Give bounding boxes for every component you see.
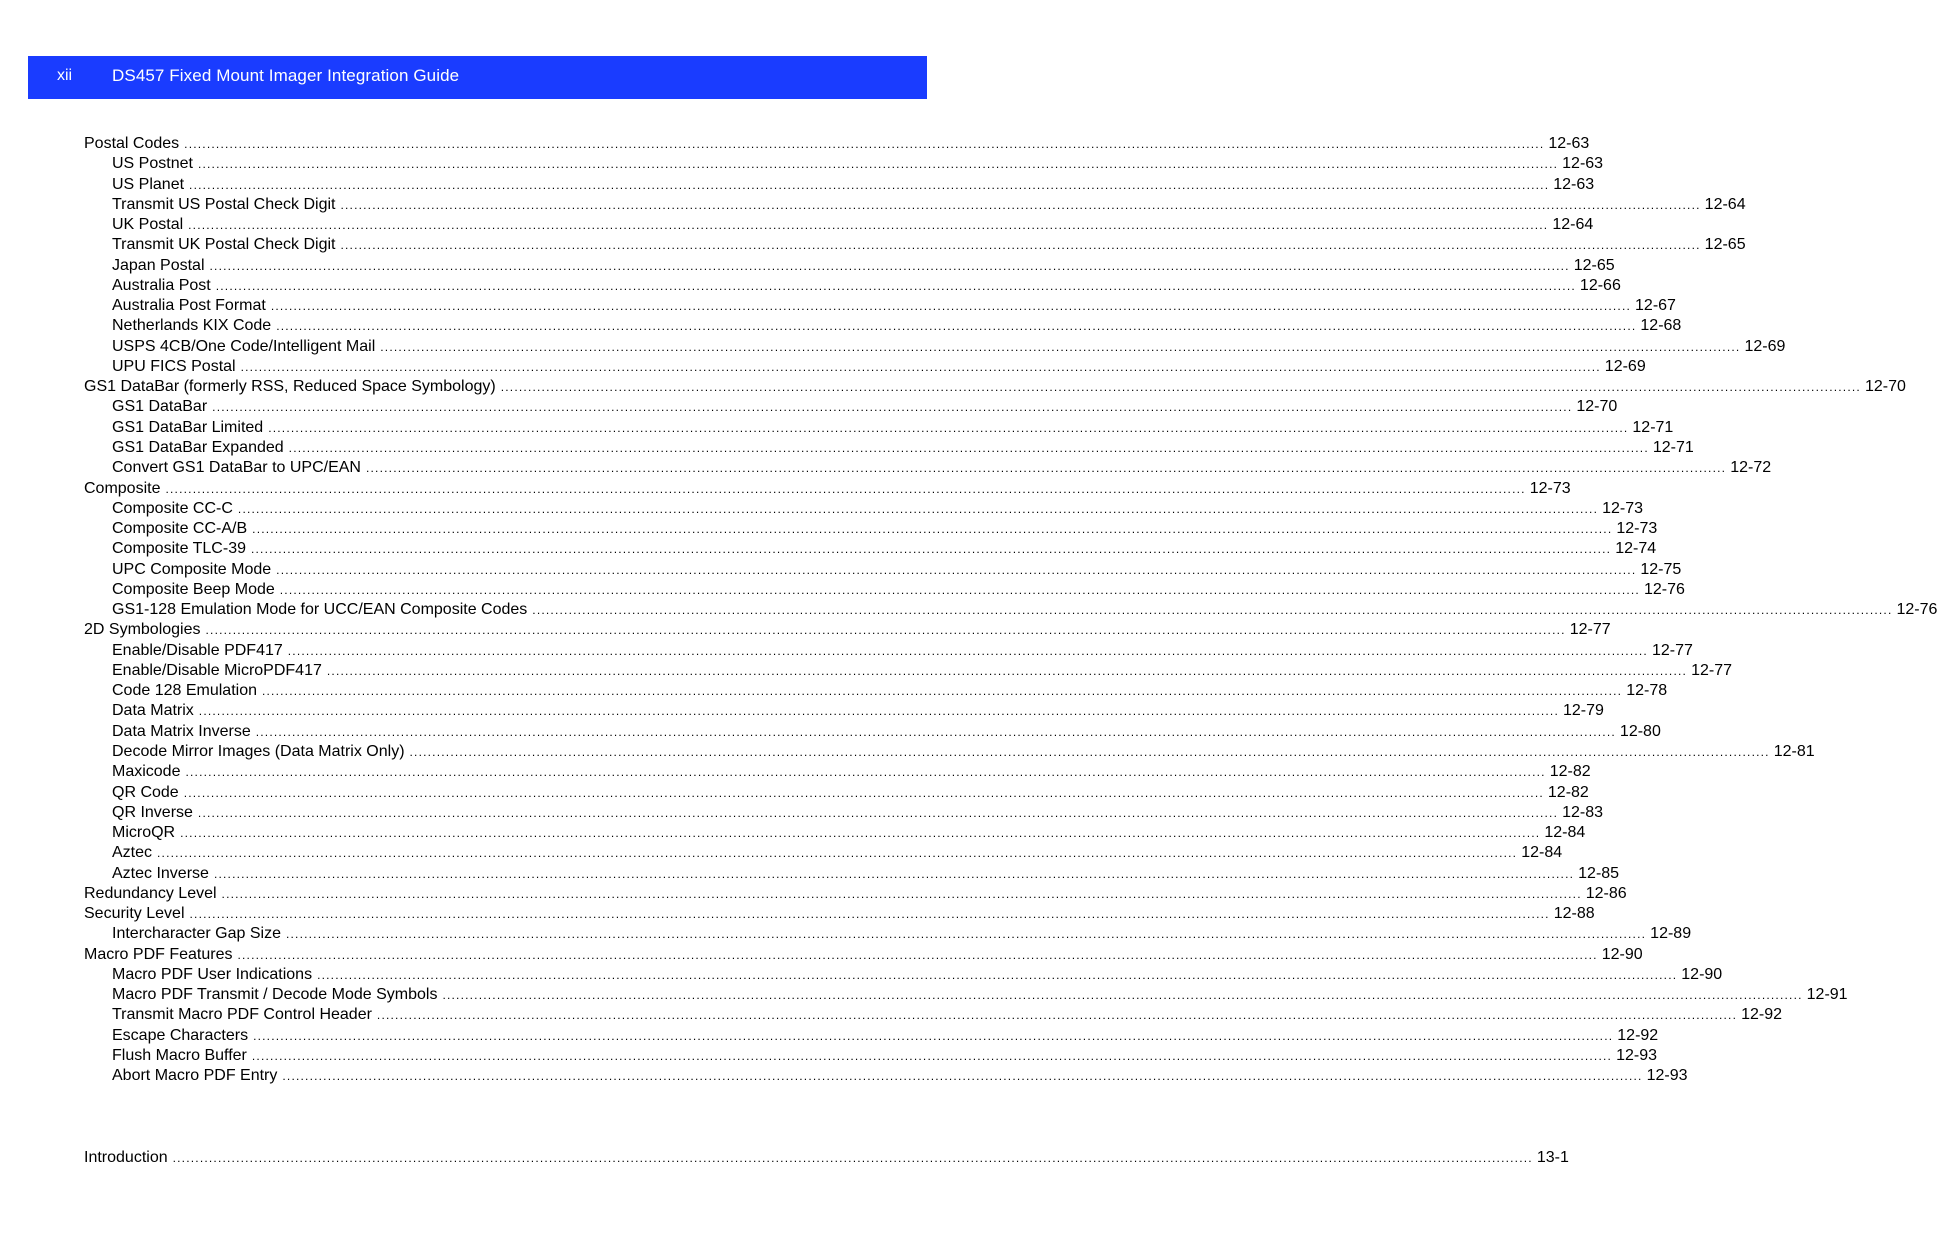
toc-entry-page: 12-88 — [1553, 905, 1595, 923]
toc-entry-title: Composite Beep Mode — [112, 580, 275, 598]
toc-entry-title: Maxicode — [112, 763, 181, 781]
toc-entry[interactable] — [84, 762, 1591, 782]
dot-leader: ............................................................................................................................................................................................................................................................................................................ — [255, 724, 1616, 739]
toc-entry-page: 12-82 — [1547, 783, 1589, 801]
toc-entry-title: Enable/Disable PDF417 — [112, 641, 283, 659]
dot-leader: ............................................................................................................................................................................................................................................................................................................ — [172, 1151, 1533, 1165]
toc-entry-title: Australia Post Format — [112, 297, 266, 315]
toc-entry-page: 12-64 — [1704, 195, 1746, 213]
toc-entry-page: 12-71 — [1652, 438, 1694, 456]
dot-leader: ............................................................................................................................................................................................................................................................................................................ — [340, 197, 1701, 212]
toc-entry-page: 12-77 — [1651, 641, 1693, 659]
toc-entry-title: Composite — [84, 479, 161, 497]
dot-leader: ............................................................................................................................................................................................................................................................................................................ — [317, 967, 1678, 982]
toc-entry-page: 12-93 — [1616, 1046, 1657, 1064]
dot-leader: ............................................................................................................................................................................................................................................................................................................ — [380, 339, 1741, 354]
dot-leader: ............................................................................................................................................................................................................................................................................................................ — [288, 440, 1649, 455]
toc-entry-page: 12-69 — [1604, 357, 1646, 375]
dot-leader: ............................................................................................................................................................................................................................................................................................................ — [326, 663, 1688, 678]
toc-entry-page: 12-67 — [1635, 297, 1676, 315]
toc-entry-page: 12-63 — [1548, 135, 1590, 152]
page-number: xii — [57, 67, 73, 84]
toc-entry-title: Composite TLC-39 — [112, 540, 246, 558]
dot-leader: ............................................................................................................................................................................................................................................................................................................ — [157, 846, 1518, 861]
toc-entry-page: 12-90 — [1601, 945, 1643, 963]
toc-entry[interactable] — [84, 256, 1615, 276]
dot-leader: ............................................................................................................................................................................................................................................................................................................ — [165, 481, 1526, 496]
dot-leader: ............................................................................................................................................................................................................................................................................................................ — [340, 238, 1701, 253]
toc-entry-title: Enable/Disable MicroPDF417 — [112, 661, 322, 679]
dot-leader: ............................................................................................................................................................................................................................................................................................................ — [276, 319, 1637, 334]
toc-entry-title: Composite CC-C — [112, 499, 233, 517]
toc-entry[interactable] — [84, 235, 1746, 255]
toc-entry-page: 13-1 — [1536, 1149, 1569, 1166]
dot-leader: ............................................................................................................................................................................................................................................................................................................ — [261, 684, 1623, 699]
dot-leader: ............................................................................................................................................................................................................................................................................................................ — [276, 562, 1637, 577]
toc-entry[interactable] — [84, 620, 1611, 640]
toc-entry[interactable] — [84, 641, 1693, 661]
toc-entry[interactable] — [84, 215, 1594, 235]
toc-entry-title: Transmit Macro PDF Control Header — [112, 1006, 372, 1024]
dot-leader: ............................................................................................................................................................................................................................................................................................................ — [376, 1008, 1738, 1023]
toc-entry[interactable] — [84, 661, 1732, 681]
toc-entry[interactable] — [84, 1066, 1688, 1086]
toc-entry-page: 12-73 — [1602, 499, 1644, 517]
toc-entry-page: 12-76 — [1896, 601, 1938, 619]
toc-entry-title: Japan Postal — [112, 256, 205, 274]
toc-entry-page: 12-65 — [1704, 236, 1746, 254]
toc-entry-page: 12-71 — [1632, 418, 1674, 436]
toc-entry[interactable] — [84, 681, 1668, 701]
toc-entry-title: GS1-128 Emulation Mode for UCC/EAN Composite Codes — [112, 601, 528, 619]
dot-leader: ............................................................................................................................................................................................................................................................................................................ — [237, 947, 1598, 962]
toc-entry-page: 12-68 — [1640, 317, 1682, 335]
toc-entry-page: 12-63 — [1562, 155, 1604, 173]
dot-leader: ............................................................................................................................................................................................................................................................................................................ — [198, 704, 1559, 719]
toc-entry[interactable] — [84, 1046, 1657, 1066]
toc-entry[interactable] — [84, 884, 1627, 904]
toc-entry-page: 12-74 — [1615, 540, 1657, 558]
toc-entry-page: 12-91 — [1806, 986, 1848, 1004]
toc-entry-page: 12-83 — [1562, 803, 1604, 821]
toc-entry-title: UPC Composite Mode — [112, 560, 272, 578]
dot-leader: ............................................................................................................................................................................................................................................................................................................ — [197, 805, 1559, 820]
toc-entry-title: Transmit US Postal Check Digit — [112, 195, 336, 213]
toc-entry-title: USPS 4CB/One Code/Intelligent Mail — [112, 337, 376, 355]
toc-entry[interactable] — [84, 580, 1685, 600]
toc-entry-title: Macro PDF Transmit / Decode Mode Symbols — [112, 986, 438, 1004]
toc-entry-title: Aztec — [112, 844, 153, 862]
toc-entry[interactable] — [84, 337, 1786, 357]
toc-entry-page: 12-78 — [1626, 682, 1668, 700]
dot-leader: ............................................................................................................................................................................................................................................................................................................ — [365, 461, 1727, 476]
toc-entry-page: 12-63 — [1553, 175, 1595, 193]
toc-entry-title: Composite CC-A/B — [112, 520, 248, 538]
toc-entry[interactable] — [84, 316, 1682, 336]
toc-entry[interactable] — [84, 418, 1674, 438]
toc-entry-page: 12-73 — [1616, 520, 1658, 538]
toc-entry-page: 12-81 — [1773, 742, 1815, 760]
toc-entry-page: 12-77 — [1569, 621, 1611, 639]
dot-leader: ............................................................................................................................................................................................................................................................................................................ — [409, 744, 1770, 759]
toc-entry[interactable] — [84, 175, 1595, 195]
toc-entry-title: QR Inverse — [112, 803, 193, 821]
toc-entry-title: Security Level — [84, 905, 185, 923]
toc-entry-title: GS1 DataBar Limited — [112, 418, 264, 436]
toc-entry[interactable] — [84, 742, 1815, 762]
toc-entry-page: 12-92 — [1617, 1026, 1659, 1044]
toc-entry-page: 12-66 — [1579, 276, 1621, 294]
toc-entry[interactable] — [84, 864, 1620, 884]
toc-entry-page: 12-85 — [1578, 864, 1620, 882]
toc-entry[interactable] — [84, 803, 1604, 823]
toc-entry[interactable] — [84, 458, 1772, 478]
toc-entry-page: 12-72 — [1730, 459, 1772, 477]
dot-leader: ............................................................................................................................................................................................................................................................................................................ — [237, 501, 1599, 516]
toc-entry-page: 12-77 — [1691, 661, 1732, 679]
toc-entry-title: Aztec Inverse — [112, 864, 209, 882]
toc-entry-page: 12-65 — [1573, 256, 1615, 274]
dot-leader: ............................................................................................................................................................................................................................................................................................................ — [180, 826, 1541, 841]
toc-entry-page: 12-82 — [1549, 763, 1591, 781]
dot-leader: ............................................................................................................................................................................................................................................................................................................ — [189, 177, 1550, 192]
dot-leader: ............................................................................................................................................................................................................................................................................................................ — [500, 380, 1861, 395]
dot-leader: ............................................................................................................................................................................................................................................................................................................ — [240, 359, 1601, 374]
toc-entry[interactable] — [84, 783, 1589, 803]
toc-entry-page: 12-79 — [1563, 702, 1604, 720]
toc-entry-title: Intercharacter Gap Size — [112, 925, 281, 943]
page-header — [28, 56, 927, 99]
toc-entry-page: 12-64 — [1552, 216, 1594, 234]
toc-entry-title: 2D Symbologies — [84, 621, 201, 639]
dot-leader: ............................................................................................................................................................................................................................................................................................................ — [209, 258, 1570, 273]
toc-entry-title: Code 128 Emulation — [112, 682, 257, 700]
toc-entry-page: 12-80 — [1619, 722, 1661, 740]
toc-entry[interactable] — [84, 154, 1604, 174]
toc-entry[interactable] — [84, 945, 1643, 965]
toc-entry[interactable] — [84, 965, 1723, 985]
toc-entry-page: 12-93 — [1646, 1067, 1688, 1085]
toc-entry-title: Australia Post — [112, 276, 211, 294]
toc-entry-title: Abort Macro PDF Entry — [112, 1067, 278, 1085]
dot-leader: ............................................................................................................................................................................................................................................................................................................ — [215, 278, 1576, 293]
toc-entry-title: Escape Characters — [112, 1026, 249, 1044]
toc-entry-title: Macro PDF User Indications — [112, 965, 313, 983]
dot-leader: ............................................................................................................................................................................................................................................................................................................ — [189, 907, 1550, 922]
dot-leader: ............................................................................................................................................................................................................................................................................................................ — [250, 542, 1612, 557]
toc-entry-page: 12-70 — [1864, 378, 1906, 396]
dot-leader: ............................................................................................................................................................................................................................................................................................................ — [442, 988, 1803, 1003]
toc-entry[interactable] — [84, 296, 1676, 316]
table-of-contents — [84, 134, 1938, 1086]
dot-leader: ............................................................................................................................................................................................................................................................................................................ — [213, 866, 1575, 881]
toc-entry-title: US Planet — [112, 175, 185, 193]
dot-leader: ............................................................................................................................................................................................................................................................................................................ — [205, 623, 1566, 638]
toc-entry[interactable] — [84, 985, 1848, 1005]
toc-entry[interactable] — [84, 357, 1646, 377]
dot-leader: ............................................................................................................................................................................................................................................................................................................ — [251, 1048, 1613, 1063]
toc-entry-page: 12-90 — [1681, 965, 1723, 983]
toc-entry-title: Macro PDF Features — [84, 945, 233, 963]
toc-entry-page: 12-73 — [1529, 479, 1571, 497]
guide-title: DS457 Fixed Mount Imager Integration Guide — [112, 66, 460, 85]
toc-entry[interactable] — [84, 843, 1563, 863]
toc-entry-title: Redundancy Level — [84, 884, 217, 902]
toc-entry[interactable] — [84, 722, 1661, 742]
toc-entry[interactable] — [84, 1026, 1659, 1046]
toc-entry[interactable] — [84, 134, 1590, 154]
dot-leader: ............................................................................................................................................................................................................................................................................................................ — [252, 522, 1613, 537]
toc-entry-page: 12-69 — [1744, 337, 1786, 355]
toc-entry-title: Flush Macro Buffer — [112, 1046, 247, 1064]
toc-entry-title: Introduction — [84, 1149, 168, 1166]
toc-entry-page: 12-84 — [1544, 824, 1586, 842]
toc-entry-page: 12-92 — [1741, 1006, 1783, 1024]
toc-entry-page: 12-76 — [1643, 580, 1685, 598]
dot-leader: ............................................................................................................................................................................................................................................................................................................ — [221, 886, 1582, 901]
toc-entry[interactable] — [84, 519, 1658, 539]
table-of-contents-next-chapter — [84, 1148, 1569, 1168]
toc-entry[interactable] — [84, 1148, 1569, 1168]
dot-leader: ............................................................................................................................................................................................................................................................................................................ — [532, 603, 1893, 618]
dot-leader: ............................................................................................................................................................................................................................................................................................................ — [268, 420, 1629, 435]
toc-entry[interactable] — [84, 600, 1938, 620]
toc-entry[interactable] — [84, 397, 1618, 417]
toc-entry-title: Convert GS1 DataBar to UPC/EAN — [112, 459, 361, 477]
toc-entry-page: 12-70 — [1576, 398, 1618, 416]
toc-entry[interactable] — [84, 904, 1595, 924]
dot-leader: ............................................................................................................................................................................................................................................................................................................ — [183, 785, 1544, 800]
dot-leader: ............................................................................................................................................................................................................................................................................................................ — [287, 643, 1648, 658]
toc-entry[interactable] — [84, 438, 1694, 458]
dot-leader: ............................................................................................................................................................................................................................................................................................................ — [270, 299, 1632, 314]
toc-entry-title: Transmit UK Postal Check Digit — [112, 236, 336, 254]
toc-entry[interactable] — [84, 539, 1657, 559]
dot-leader: ............................................................................................................................................................................................................................................................................................................ — [212, 400, 1573, 415]
toc-entry-title: MicroQR — [112, 824, 176, 842]
toc-entry-page: 12-89 — [1650, 925, 1692, 943]
dot-leader: ............................................................................................................................................................................................................................................................................................................ — [188, 218, 1549, 233]
toc-entry-page: 12-84 — [1521, 844, 1563, 862]
dot-leader: ............................................................................................................................................................................................................................................................................................................ — [282, 1069, 1643, 1084]
toc-entry[interactable] — [84, 276, 1621, 296]
toc-entry-title: US Postnet — [112, 155, 193, 173]
toc-entry[interactable] — [84, 499, 1644, 519]
dot-leader: ............................................................................................................................................................................................................................................................................................................ — [253, 1028, 1614, 1043]
toc-entry-title: Decode Mirror Images (Data Matrix Only) — [112, 742, 405, 760]
toc-entry-title: Postal Codes — [84, 135, 180, 152]
toc-entry[interactable] — [84, 823, 1586, 843]
toc-entry-title: GS1 DataBar (formerly RSS, Reduced Space Symbology) — [84, 378, 496, 396]
toc-entry-title: Data Matrix — [112, 702, 194, 720]
toc-entry[interactable] — [84, 924, 1692, 944]
toc-entry[interactable] — [84, 560, 1682, 580]
toc-entry[interactable] — [84, 195, 1746, 215]
toc-entry-title: UPU FICS Postal — [112, 357, 236, 375]
toc-entry[interactable] — [84, 1005, 1783, 1025]
toc-entry[interactable] — [84, 479, 1571, 499]
toc-entry-page: 12-75 — [1640, 560, 1682, 578]
toc-entry-title: GS1 DataBar Expanded — [112, 438, 284, 456]
toc-entry[interactable] — [84, 701, 1604, 721]
toc-entry-title: Data Matrix Inverse — [112, 722, 251, 740]
toc-entry-title: QR Code — [112, 783, 179, 801]
toc-entry-title: UK Postal — [112, 216, 184, 234]
dot-leader: ............................................................................................................................................................................................................................................................................................................ — [285, 927, 1647, 942]
dot-leader: ............................................................................................................................................................................................................................................................................................................ — [184, 137, 1545, 151]
toc-entry-title: GS1 DataBar — [112, 398, 208, 416]
toc-entry-page: 12-86 — [1585, 884, 1627, 902]
dot-leader: ............................................................................................................................................................................................................................................................................................................ — [185, 765, 1546, 780]
toc-entry-title: Netherlands KIX Code — [112, 317, 272, 335]
dot-leader: ............................................................................................................................................................................................................................................................................................................ — [279, 582, 1640, 597]
toc-entry[interactable] — [84, 377, 1906, 397]
dot-leader: ............................................................................................................................................................................................................................................................................................................ — [197, 157, 1559, 172]
